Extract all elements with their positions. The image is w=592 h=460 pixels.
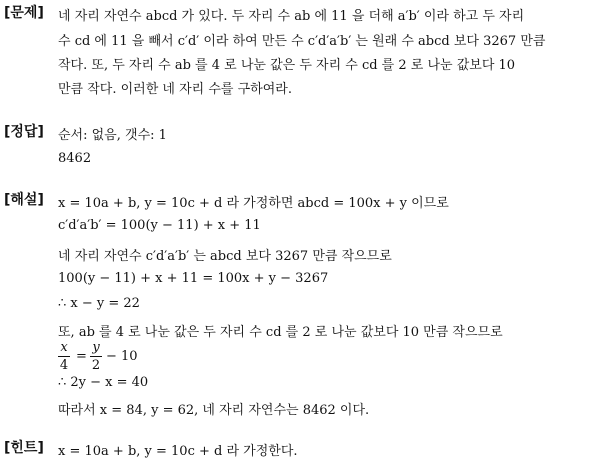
problem-text-line: 수 cd 에 11 을 빼서 c′d′ 이라 하여 만든 수 c′d′a′b′ 는 원래 수 abcd 보다 3267 만큼 — [58, 34, 546, 49]
answer-value: 8462 — [58, 151, 92, 166]
answer-order-count: 순서: 없음, 갯수: 1 — [58, 128, 167, 143]
problem-label: [문제] — [4, 5, 44, 21]
solution-line: x = 10a + b, y = 10c + d 라 가정하면 abcd = 100x + y 이므로 — [58, 196, 449, 211]
solution-line: 또, ab 를 4 로 나눈 값은 두 자리 수 cd 를 2 로 나눈 값보다 10 만큼 작으므로 — [58, 325, 503, 340]
problem-text-line: 만큼 작다. 이러한 네 자리 수를 구하여라. — [58, 82, 292, 97]
solution-line: 네 자리 자연수 c′d′a′b′ 는 abcd 보다 3267 만큼 작으므로 — [58, 249, 392, 264]
solution-label: [해설] — [4, 192, 44, 208]
solution-line: c′d′a′b′ = 100(y − 11) + x + 11 — [58, 218, 261, 233]
fraction-numerator: x — [60, 340, 68, 355]
fraction-bar — [58, 356, 70, 357]
fraction-bar — [90, 356, 102, 357]
fraction-denominator: 2 — [91, 358, 101, 373]
solution-line: ∴ 2y − x = 40 — [58, 375, 149, 390]
fraction-denominator: 4 — [59, 358, 69, 373]
solution-line: ∴ x − y = 22 — [58, 296, 140, 311]
answer-label: [정답] — [4, 124, 44, 140]
problem-text-line: 작다. 또, 두 자리 수 ab 를 4 로 나눈 값은 두 자리 수 cd 를 2 로 나눈 값보다 10 — [58, 58, 516, 73]
fraction-y-over-2 — [90, 340, 102, 373]
fraction-numerator: y — [92, 340, 100, 355]
fraction-x-over-4 — [58, 340, 70, 373]
hint-label: [힌트] — [4, 440, 44, 456]
fraction-equals: = — [76, 349, 87, 364]
solution-line: 100(y − 11) + x + 11 = 100x + y − 3267 — [58, 271, 329, 286]
fraction-rest: − 10 — [106, 349, 138, 364]
solution-conclusion: 따라서 x = 84, y = 62, 네 자리 자연수는 8462 이다. — [58, 403, 370, 418]
problem-text-line: 네 자리 자연수 abcd 가 있다. 두 자리 수 ab 에 11 을 더해 a′b′ 이라 하고 두 자리 — [58, 9, 525, 24]
hint-text-line: x = 10a + b, y = 10c + d 라 가정한다. — [58, 444, 298, 459]
